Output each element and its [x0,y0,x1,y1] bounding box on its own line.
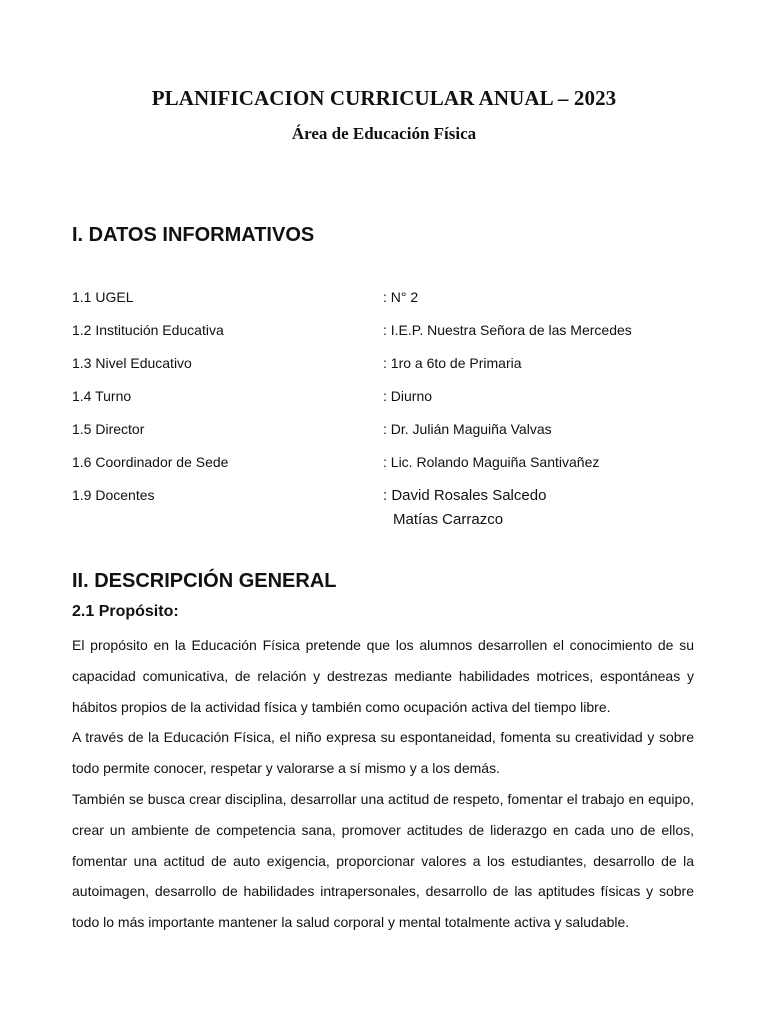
info-label: 1.2 Institución Educativa [72,322,224,338]
document-subtitle: Área de Educación Física [291,124,477,143]
info-row [72,454,712,487]
info-value: : N° 2 [383,289,419,305]
info-value: : Lic. Rolando Maguiña Santivañez [383,454,600,470]
info-value: : David Rosales Salcedo [383,487,547,504]
purpose-text [72,630,694,938]
info-value: : Dr. Julián Maguiña Valvas [383,421,552,437]
info-value-secondary: Matías Carrazco [393,511,504,528]
section-heading-descripcion: II. DESCRIPCIÓN GENERAL [72,570,337,592]
info-row [72,289,712,322]
info-label: 1.5 Director [72,421,145,437]
info-label: 1.6 Coordinador de Sede [72,454,229,470]
info-label: 1.4 Turno [72,388,132,404]
info-label: 1.9 Docentes [72,487,155,503]
info-row-docentes [72,487,712,528]
info-row [72,322,712,355]
info-value: : I.E.P. Nuestra Señora de las Mercedes [383,322,632,338]
info-table [72,289,712,528]
info-value: : 1ro a 6to de Primaria [383,355,522,371]
info-value: : Diurno [383,388,433,404]
paragraph: A través de la Educación Física, el niño expresa su espontaneidad, fomenta su creatividad y sobre todo permite conocer, respetar y valorarse a sí mismo y a los demás. [72,729,694,777]
info-label: 1.1 UGEL [72,289,134,305]
section-heading-datos: I. DATOS INFORMATIVOS [72,224,315,246]
info-label: 1.3 Nivel Educativo [72,355,192,371]
info-row [72,388,712,421]
subsection-heading-proposito: 2.1 Propósito: [72,603,179,620]
info-row [72,421,712,454]
paragraph: El propósito en la Educación Física pretende que los alumnos desarrollen el conocimiento de su capacidad comunicativa, de relación y destrezas mediante habilidades motrices, espontáneas y hábitos propios de la actividad física y también como ocupación activa del tiempo libre. [72,637,694,715]
paragraph: También se busca crear disciplina, desarrollar una actitud de respeto, fomentar el trabajo en equipo, crear un ambiente de competencia sana, promover actitudes de liderazgo en cada uno de ellos, fomentar una actitud de auto exigencia, proporcionar valores a los estudiantes, desarrollo de la autoimagen, desarrollo de habilidades intrapersonales, desarrollo de las aptitudes físicas y sobre todo lo más importante mantener la salud corporal y mental totalmente activa y saludable. [72,790,694,931]
document-title: PLANIFICACION CURRICULAR ANUAL – 2023 [151,86,617,110]
info-row [72,355,712,388]
